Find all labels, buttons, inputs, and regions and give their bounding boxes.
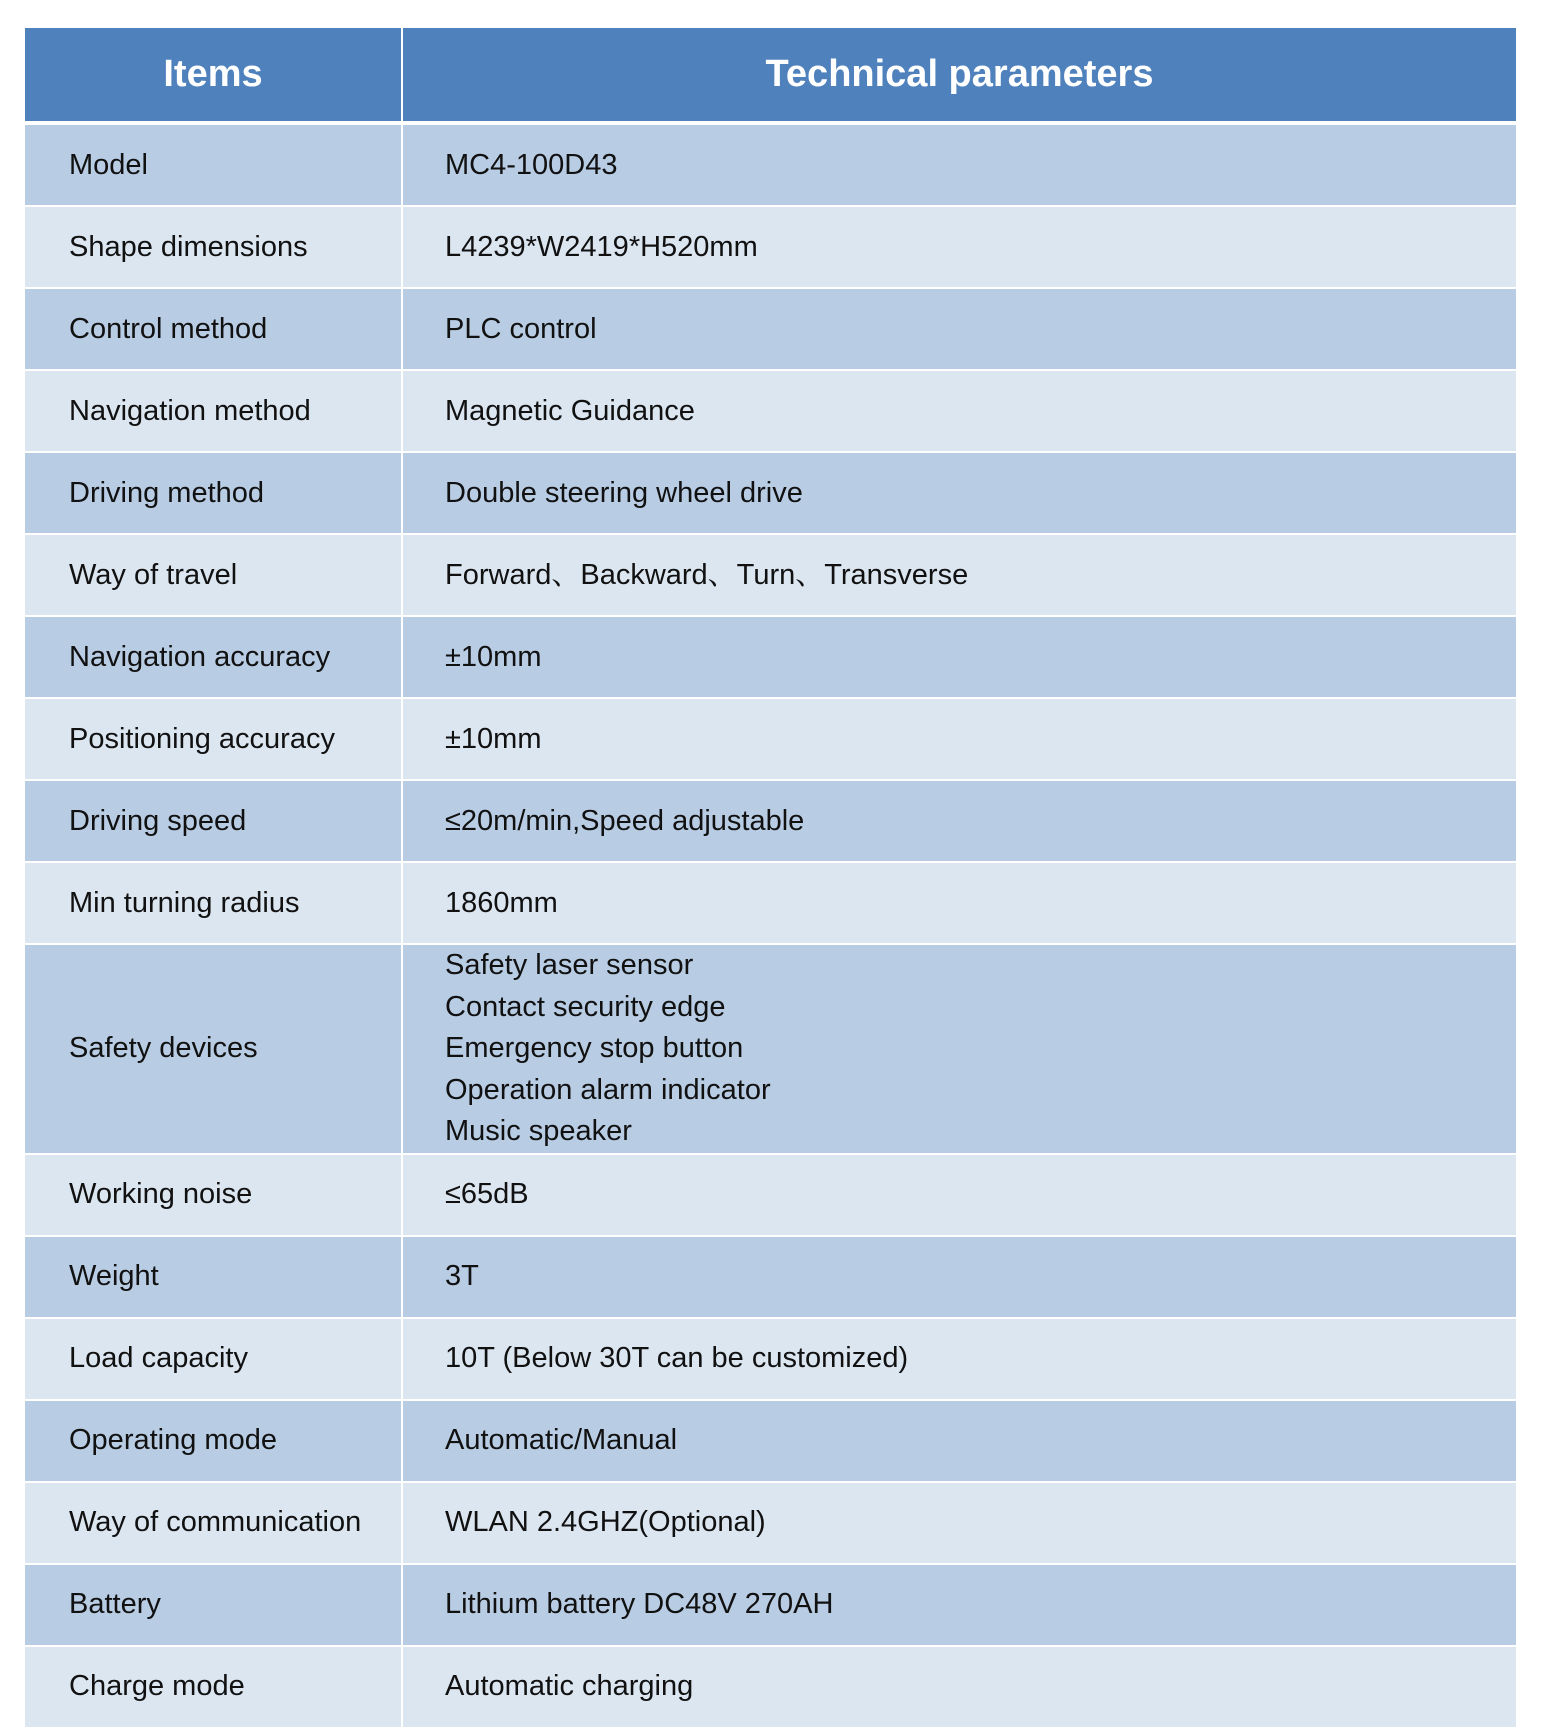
row-value: ≤20m/min,Speed adjustable bbox=[402, 780, 1516, 862]
table-row bbox=[25, 534, 1516, 616]
row-item: Way of travel bbox=[25, 534, 402, 616]
safety-device-item: Music speaker bbox=[445, 1115, 632, 1147]
row-value: 10T (Below 30T can be customized) bbox=[402, 1318, 1516, 1400]
row-value: Lithium battery DC48V 270AH bbox=[402, 1564, 1516, 1646]
table-row bbox=[25, 1318, 1516, 1400]
table-row bbox=[25, 206, 1516, 288]
row-item: Min turning radius bbox=[25, 862, 402, 944]
row-item: Navigation accuracy bbox=[25, 616, 402, 698]
table-row bbox=[25, 370, 1516, 452]
safety-device-item: Operation alarm indicator bbox=[445, 1073, 771, 1106]
table-row bbox=[25, 1236, 1516, 1318]
table-row-safety-devices bbox=[25, 944, 1516, 1154]
safety-device-item: Emergency stop button bbox=[445, 1032, 744, 1064]
table-row bbox=[25, 780, 1516, 862]
row-item: Charge mode bbox=[25, 1646, 402, 1728]
table-row bbox=[25, 452, 1516, 534]
row-item: Battery bbox=[25, 1564, 402, 1646]
row-value: Magnetic Guidance bbox=[402, 370, 1516, 452]
row-value: Automatic charging bbox=[402, 1646, 1516, 1728]
row-value: PLC control bbox=[402, 288, 1516, 370]
row-value: 1860mm bbox=[402, 862, 1516, 944]
table-row bbox=[25, 862, 1516, 944]
table-row bbox=[25, 1564, 1516, 1646]
row-item: Operating mode bbox=[25, 1400, 402, 1482]
row-item: Load capacity bbox=[25, 1318, 402, 1400]
row-item: Safety devices bbox=[25, 944, 402, 1154]
row-item: Way of communication bbox=[25, 1482, 402, 1564]
row-value: ±10mm bbox=[402, 698, 1516, 780]
table-row bbox=[25, 1482, 1516, 1564]
row-value: Automatic/Manual bbox=[402, 1400, 1516, 1482]
row-value: ±10mm bbox=[402, 616, 1516, 698]
table-row bbox=[25, 123, 1516, 206]
row-value: ≤65dB bbox=[402, 1154, 1516, 1236]
row-item: Control method bbox=[25, 288, 402, 370]
row-value: Double steering wheel drive bbox=[402, 452, 1516, 534]
table-row bbox=[25, 1646, 1516, 1728]
table-row bbox=[25, 616, 1516, 698]
table-row bbox=[25, 1400, 1516, 1482]
row-item: Shape dimensions bbox=[25, 206, 402, 288]
table-row bbox=[25, 288, 1516, 370]
header-items: Items bbox=[25, 28, 402, 123]
row-item: Working noise bbox=[25, 1154, 402, 1236]
row-item: Driving method bbox=[25, 452, 402, 534]
safety-device-item: Contact security edge bbox=[445, 990, 726, 1023]
row-value: WLAN 2.4GHZ(Optional) bbox=[402, 1482, 1516, 1564]
table-header-row bbox=[25, 28, 1516, 123]
spec-table bbox=[25, 28, 1516, 1729]
header-technical-parameters: Technical parameters bbox=[402, 28, 1516, 123]
table-row bbox=[25, 1154, 1516, 1236]
row-value: Forward、Backward、Turn、Transverse bbox=[402, 534, 1516, 616]
row-value-list bbox=[402, 944, 1516, 1154]
safety-device-item: Safety laser sensor bbox=[445, 949, 694, 981]
row-item: Navigation method bbox=[25, 370, 402, 452]
row-value: L4239*W2419*H520mm bbox=[402, 206, 1516, 288]
table-row bbox=[25, 698, 1516, 780]
row-item: Weight bbox=[25, 1236, 402, 1318]
row-item: Model bbox=[25, 123, 402, 206]
row-value: 3T bbox=[402, 1236, 1516, 1318]
row-value: MC4-100D43 bbox=[402, 123, 1516, 206]
row-item: Positioning accuracy bbox=[25, 698, 402, 780]
row-item: Driving speed bbox=[25, 780, 402, 862]
